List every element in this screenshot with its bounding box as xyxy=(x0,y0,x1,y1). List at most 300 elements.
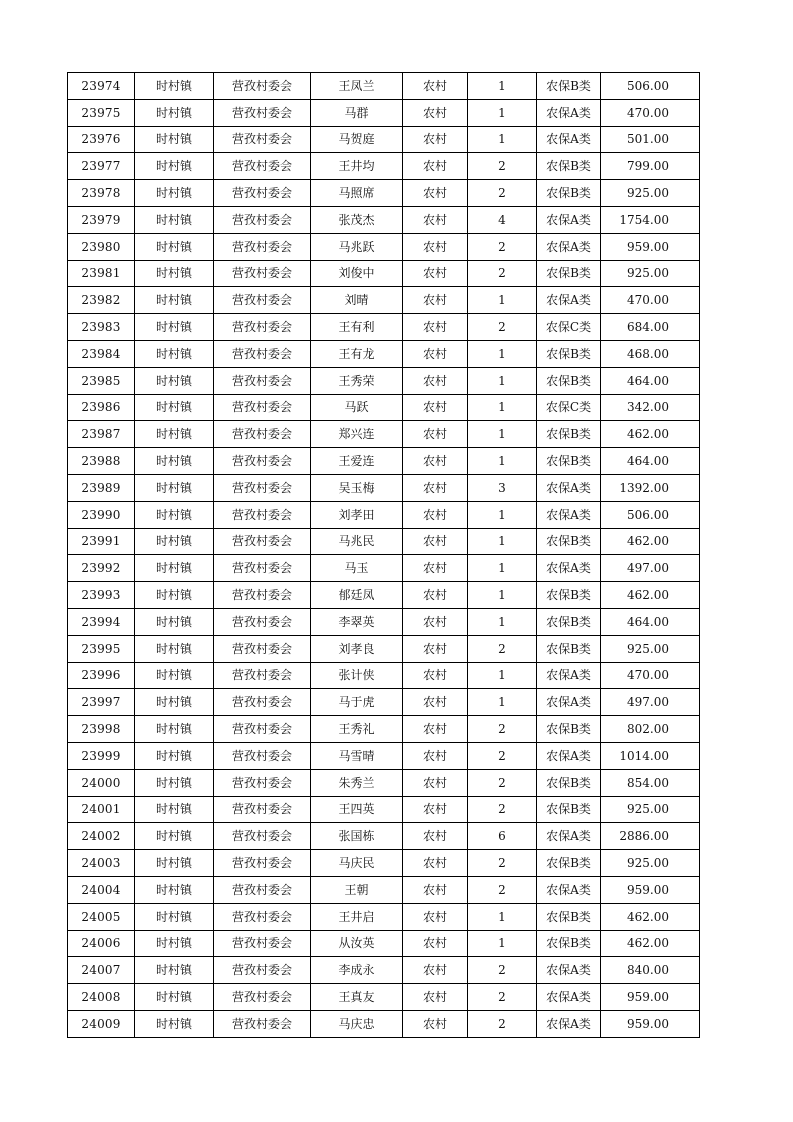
insurance-category-cell: 农保A类 xyxy=(537,287,601,314)
table-row xyxy=(68,742,700,769)
name-cell: 张计侠 xyxy=(311,662,403,689)
village-committee-cell: 营孜村委会 xyxy=(214,180,311,207)
household-type-cell: 农村 xyxy=(403,126,468,153)
village-committee-cell: 营孜村委会 xyxy=(214,876,311,903)
insurance-category-cell: 农保B类 xyxy=(537,528,601,555)
record-id-cell: 23996 xyxy=(68,662,135,689)
amount-cell: 462.00 xyxy=(601,930,700,957)
name-cell: 马庆忠 xyxy=(311,1010,403,1037)
township-cell: 时村镇 xyxy=(135,394,214,421)
village-committee-cell: 营孜村委会 xyxy=(214,796,311,823)
member-count-cell: 6 xyxy=(468,823,537,850)
record-id-cell: 23978 xyxy=(68,180,135,207)
household-type-cell: 农村 xyxy=(403,689,468,716)
record-id-cell: 23984 xyxy=(68,340,135,367)
record-id-cell: 23976 xyxy=(68,126,135,153)
record-id-cell: 23977 xyxy=(68,153,135,180)
amount-cell: 925.00 xyxy=(601,260,700,287)
table-row xyxy=(68,474,700,501)
member-count-cell: 2 xyxy=(468,769,537,796)
township-cell: 时村镇 xyxy=(135,582,214,609)
table-row xyxy=(68,287,700,314)
record-id-cell: 23974 xyxy=(68,73,135,100)
name-cell: 马雪晴 xyxy=(311,742,403,769)
member-count-cell: 1 xyxy=(468,126,537,153)
insurance-category-cell: 农保B类 xyxy=(537,260,601,287)
table-row xyxy=(68,984,700,1011)
member-count-cell: 1 xyxy=(468,662,537,689)
village-committee-cell: 营孜村委会 xyxy=(214,287,311,314)
amount-cell: 497.00 xyxy=(601,689,700,716)
name-cell: 马贺庭 xyxy=(311,126,403,153)
village-committee-cell: 营孜村委会 xyxy=(214,394,311,421)
record-id-cell: 24006 xyxy=(68,930,135,957)
name-cell: 刘孝良 xyxy=(311,635,403,662)
table-row xyxy=(68,876,700,903)
table-row xyxy=(68,206,700,233)
member-count-cell: 1 xyxy=(468,287,537,314)
member-count-cell: 1 xyxy=(468,73,537,100)
township-cell: 时村镇 xyxy=(135,73,214,100)
name-cell: 李成永 xyxy=(311,957,403,984)
name-cell: 刘晴 xyxy=(311,287,403,314)
township-cell: 时村镇 xyxy=(135,528,214,555)
name-cell: 马玉 xyxy=(311,555,403,582)
record-id-cell: 23981 xyxy=(68,260,135,287)
household-type-cell: 农村 xyxy=(403,233,468,260)
member-count-cell: 2 xyxy=(468,153,537,180)
household-type-cell: 农村 xyxy=(403,1010,468,1037)
household-type-cell: 农村 xyxy=(403,394,468,421)
table-row xyxy=(68,260,700,287)
table-row xyxy=(68,180,700,207)
table-row xyxy=(68,340,700,367)
township-cell: 时村镇 xyxy=(135,876,214,903)
member-count-cell: 1 xyxy=(468,528,537,555)
insurance-category-cell: 农保B类 xyxy=(537,582,601,609)
table-row xyxy=(68,1010,700,1037)
township-cell: 时村镇 xyxy=(135,662,214,689)
insurance-category-cell: 农保A类 xyxy=(537,233,601,260)
insurance-category-cell: 农保B类 xyxy=(537,367,601,394)
amount-cell: 1014.00 xyxy=(601,742,700,769)
record-id-cell: 23986 xyxy=(68,394,135,421)
table-row xyxy=(68,73,700,100)
name-cell: 王井均 xyxy=(311,153,403,180)
table-row xyxy=(68,957,700,984)
household-type-cell: 农村 xyxy=(403,876,468,903)
amount-cell: 925.00 xyxy=(601,796,700,823)
table-row xyxy=(68,716,700,743)
record-id-cell: 24001 xyxy=(68,796,135,823)
amount-cell: 462.00 xyxy=(601,582,700,609)
record-id-cell: 23999 xyxy=(68,742,135,769)
village-committee-cell: 营孜村委会 xyxy=(214,716,311,743)
village-committee-cell: 营孜村委会 xyxy=(214,662,311,689)
village-committee-cell: 营孜村委会 xyxy=(214,73,311,100)
table-row xyxy=(68,903,700,930)
member-count-cell: 2 xyxy=(468,635,537,662)
amount-cell: 959.00 xyxy=(601,1010,700,1037)
name-cell: 马群 xyxy=(311,99,403,126)
table-row xyxy=(68,153,700,180)
village-committee-cell: 营孜村委会 xyxy=(214,555,311,582)
table-row xyxy=(68,528,700,555)
township-cell: 时村镇 xyxy=(135,984,214,1011)
township-cell: 时村镇 xyxy=(135,555,214,582)
village-committee-cell: 营孜村委会 xyxy=(214,608,311,635)
township-cell: 时村镇 xyxy=(135,99,214,126)
household-type-cell: 农村 xyxy=(403,448,468,475)
township-cell: 时村镇 xyxy=(135,769,214,796)
township-cell: 时村镇 xyxy=(135,823,214,850)
township-cell: 时村镇 xyxy=(135,930,214,957)
household-type-cell: 农村 xyxy=(403,287,468,314)
insurance-category-cell: 农保B类 xyxy=(537,421,601,448)
name-cell: 马兆跃 xyxy=(311,233,403,260)
insurance-category-cell: 农保A类 xyxy=(537,555,601,582)
insurance-category-cell: 农保A类 xyxy=(537,501,601,528)
household-type-cell: 农村 xyxy=(403,930,468,957)
table-row xyxy=(68,930,700,957)
amount-cell: 506.00 xyxy=(601,73,700,100)
record-id-cell: 23975 xyxy=(68,99,135,126)
record-id-cell: 24005 xyxy=(68,903,135,930)
household-type-cell: 农村 xyxy=(403,984,468,1011)
record-id-cell: 23980 xyxy=(68,233,135,260)
name-cell: 张国栋 xyxy=(311,823,403,850)
amount-cell: 497.00 xyxy=(601,555,700,582)
household-type-cell: 农村 xyxy=(403,367,468,394)
household-type-cell: 农村 xyxy=(403,340,468,367)
record-id-cell: 24002 xyxy=(68,823,135,850)
member-count-cell: 1 xyxy=(468,930,537,957)
village-committee-cell: 营孜村委会 xyxy=(214,421,311,448)
record-id-cell: 24009 xyxy=(68,1010,135,1037)
name-cell: 马兆民 xyxy=(311,528,403,555)
member-count-cell: 2 xyxy=(468,850,537,877)
name-cell: 郑兴连 xyxy=(311,421,403,448)
name-cell: 王朝 xyxy=(311,876,403,903)
name-cell: 吴玉梅 xyxy=(311,474,403,501)
table-row xyxy=(68,608,700,635)
village-committee-cell: 营孜村委会 xyxy=(214,823,311,850)
name-cell: 王爱连 xyxy=(311,448,403,475)
amount-cell: 925.00 xyxy=(601,635,700,662)
township-cell: 时村镇 xyxy=(135,448,214,475)
township-cell: 时村镇 xyxy=(135,314,214,341)
household-type-cell: 农村 xyxy=(403,850,468,877)
village-committee-cell: 营孜村委会 xyxy=(214,340,311,367)
table-row xyxy=(68,99,700,126)
table-row xyxy=(68,314,700,341)
record-id-cell: 24000 xyxy=(68,769,135,796)
member-count-cell: 2 xyxy=(468,716,537,743)
township-cell: 时村镇 xyxy=(135,903,214,930)
member-count-cell: 1 xyxy=(468,340,537,367)
member-count-cell: 1 xyxy=(468,608,537,635)
table-row xyxy=(68,635,700,662)
township-cell: 时村镇 xyxy=(135,206,214,233)
member-count-cell: 2 xyxy=(468,260,537,287)
record-id-cell: 24007 xyxy=(68,957,135,984)
household-type-cell: 农村 xyxy=(403,662,468,689)
household-type-cell: 农村 xyxy=(403,957,468,984)
household-type-cell: 农村 xyxy=(403,582,468,609)
name-cell: 马庆民 xyxy=(311,850,403,877)
township-cell: 时村镇 xyxy=(135,421,214,448)
village-committee-cell: 营孜村委会 xyxy=(214,153,311,180)
amount-cell: 959.00 xyxy=(601,876,700,903)
insurance-category-cell: 农保A类 xyxy=(537,957,601,984)
member-count-cell: 1 xyxy=(468,99,537,126)
member-count-cell: 1 xyxy=(468,448,537,475)
household-type-cell: 农村 xyxy=(403,501,468,528)
township-cell: 时村镇 xyxy=(135,1010,214,1037)
township-cell: 时村镇 xyxy=(135,608,214,635)
township-cell: 时村镇 xyxy=(135,260,214,287)
amount-cell: 2886.00 xyxy=(601,823,700,850)
record-id-cell: 23988 xyxy=(68,448,135,475)
amount-cell: 959.00 xyxy=(601,233,700,260)
insurance-category-cell: 农保A类 xyxy=(537,126,601,153)
household-type-cell: 农村 xyxy=(403,796,468,823)
record-id-cell: 23998 xyxy=(68,716,135,743)
township-cell: 时村镇 xyxy=(135,716,214,743)
amount-cell: 925.00 xyxy=(601,850,700,877)
member-count-cell: 1 xyxy=(468,582,537,609)
name-cell: 从汝英 xyxy=(311,930,403,957)
member-count-cell: 2 xyxy=(468,180,537,207)
table-row xyxy=(68,823,700,850)
insurance-category-cell: 农保B类 xyxy=(537,153,601,180)
household-type-cell: 农村 xyxy=(403,99,468,126)
household-type-cell: 农村 xyxy=(403,903,468,930)
amount-cell: 468.00 xyxy=(601,340,700,367)
record-id-cell: 23990 xyxy=(68,501,135,528)
amount-cell: 506.00 xyxy=(601,501,700,528)
amount-cell: 462.00 xyxy=(601,903,700,930)
household-type-cell: 农村 xyxy=(403,73,468,100)
name-cell: 王凤兰 xyxy=(311,73,403,100)
village-committee-cell: 营孜村委会 xyxy=(214,474,311,501)
amount-cell: 684.00 xyxy=(601,314,700,341)
village-committee-cell: 营孜村委会 xyxy=(214,233,311,260)
insurance-category-cell: 农保B类 xyxy=(537,340,601,367)
township-cell: 时村镇 xyxy=(135,796,214,823)
record-id-cell: 23983 xyxy=(68,314,135,341)
household-type-cell: 农村 xyxy=(403,555,468,582)
table-body xyxy=(68,73,700,1038)
name-cell: 王四英 xyxy=(311,796,403,823)
table-row xyxy=(68,126,700,153)
household-type-cell: 农村 xyxy=(403,635,468,662)
household-type-cell: 农村 xyxy=(403,716,468,743)
village-committee-cell: 营孜村委会 xyxy=(214,1010,311,1037)
record-id-cell: 23994 xyxy=(68,608,135,635)
insurance-category-cell: 农保A类 xyxy=(537,876,601,903)
township-cell: 时村镇 xyxy=(135,850,214,877)
insurance-category-cell: 农保A类 xyxy=(537,984,601,1011)
name-cell: 王秀礼 xyxy=(311,716,403,743)
township-cell: 时村镇 xyxy=(135,501,214,528)
table-row xyxy=(68,448,700,475)
amount-cell: 464.00 xyxy=(601,367,700,394)
member-count-cell: 2 xyxy=(468,876,537,903)
household-type-cell: 农村 xyxy=(403,769,468,796)
amount-cell: 802.00 xyxy=(601,716,700,743)
township-cell: 时村镇 xyxy=(135,689,214,716)
household-type-cell: 农村 xyxy=(403,180,468,207)
table-row xyxy=(68,689,700,716)
village-committee-cell: 营孜村委会 xyxy=(214,367,311,394)
insurance-category-cell: 农保B类 xyxy=(537,716,601,743)
name-cell: 张茂杰 xyxy=(311,206,403,233)
name-cell: 王有龙 xyxy=(311,340,403,367)
member-count-cell: 2 xyxy=(468,796,537,823)
village-committee-cell: 营孜村委会 xyxy=(214,984,311,1011)
amount-cell: 470.00 xyxy=(601,99,700,126)
member-count-cell: 1 xyxy=(468,689,537,716)
table-row xyxy=(68,233,700,260)
record-id-cell: 24003 xyxy=(68,850,135,877)
insurance-category-cell: 农保B类 xyxy=(537,448,601,475)
amount-cell: 854.00 xyxy=(601,769,700,796)
amount-cell: 840.00 xyxy=(601,957,700,984)
relief-roster-table xyxy=(67,72,700,1038)
township-cell: 时村镇 xyxy=(135,340,214,367)
name-cell: 朱秀兰 xyxy=(311,769,403,796)
insurance-category-cell: 农保B类 xyxy=(537,635,601,662)
village-committee-cell: 营孜村委会 xyxy=(214,99,311,126)
member-count-cell: 1 xyxy=(468,903,537,930)
member-count-cell: 1 xyxy=(468,394,537,421)
insurance-category-cell: 农保B类 xyxy=(537,73,601,100)
amount-cell: 1392.00 xyxy=(601,474,700,501)
name-cell: 刘孝田 xyxy=(311,501,403,528)
village-committee-cell: 营孜村委会 xyxy=(214,260,311,287)
name-cell: 李翠英 xyxy=(311,608,403,635)
village-committee-cell: 营孜村委会 xyxy=(214,689,311,716)
household-type-cell: 农村 xyxy=(403,742,468,769)
table-row xyxy=(68,769,700,796)
household-type-cell: 农村 xyxy=(403,314,468,341)
village-committee-cell: 营孜村委会 xyxy=(214,126,311,153)
record-id-cell: 23989 xyxy=(68,474,135,501)
name-cell: 王真友 xyxy=(311,984,403,1011)
record-id-cell: 23985 xyxy=(68,367,135,394)
village-committee-cell: 营孜村委会 xyxy=(214,850,311,877)
member-count-cell: 1 xyxy=(468,421,537,448)
amount-cell: 464.00 xyxy=(601,608,700,635)
insurance-category-cell: 农保A类 xyxy=(537,689,601,716)
record-id-cell: 23979 xyxy=(68,206,135,233)
village-committee-cell: 营孜村委会 xyxy=(214,769,311,796)
insurance-category-cell: 农保B类 xyxy=(537,796,601,823)
record-id-cell: 23987 xyxy=(68,421,135,448)
insurance-category-cell: 农保B类 xyxy=(537,903,601,930)
name-cell: 马于虎 xyxy=(311,689,403,716)
township-cell: 时村镇 xyxy=(135,153,214,180)
amount-cell: 342.00 xyxy=(601,394,700,421)
household-type-cell: 农村 xyxy=(403,528,468,555)
village-committee-cell: 营孜村委会 xyxy=(214,957,311,984)
record-id-cell: 23992 xyxy=(68,555,135,582)
name-cell: 王有利 xyxy=(311,314,403,341)
record-id-cell: 23993 xyxy=(68,582,135,609)
township-cell: 时村镇 xyxy=(135,635,214,662)
insurance-category-cell: 农保A类 xyxy=(537,474,601,501)
insurance-category-cell: 农保B类 xyxy=(537,769,601,796)
member-count-cell: 1 xyxy=(468,367,537,394)
insurance-category-cell: 农保A类 xyxy=(537,823,601,850)
name-cell: 王井启 xyxy=(311,903,403,930)
household-type-cell: 农村 xyxy=(403,608,468,635)
insurance-category-cell: 农保A类 xyxy=(537,662,601,689)
insurance-category-cell: 农保A类 xyxy=(537,99,601,126)
name-cell: 马跃 xyxy=(311,394,403,421)
name-cell: 王秀荣 xyxy=(311,367,403,394)
township-cell: 时村镇 xyxy=(135,180,214,207)
village-committee-cell: 营孜村委会 xyxy=(214,582,311,609)
village-committee-cell: 营孜村委会 xyxy=(214,448,311,475)
township-cell: 时村镇 xyxy=(135,287,214,314)
name-cell: 郁廷凤 xyxy=(311,582,403,609)
record-id-cell: 23997 xyxy=(68,689,135,716)
table-row xyxy=(68,501,700,528)
township-cell: 时村镇 xyxy=(135,367,214,394)
amount-cell: 501.00 xyxy=(601,126,700,153)
township-cell: 时村镇 xyxy=(135,474,214,501)
insurance-category-cell: 农保B类 xyxy=(537,180,601,207)
village-committee-cell: 营孜村委会 xyxy=(214,206,311,233)
village-committee-cell: 营孜村委会 xyxy=(214,314,311,341)
village-committee-cell: 营孜村委会 xyxy=(214,501,311,528)
member-count-cell: 2 xyxy=(468,957,537,984)
amount-cell: 470.00 xyxy=(601,287,700,314)
member-count-cell: 1 xyxy=(468,501,537,528)
amount-cell: 1754.00 xyxy=(601,206,700,233)
table-row xyxy=(68,555,700,582)
village-committee-cell: 营孜村委会 xyxy=(214,930,311,957)
insurance-category-cell: 农保B类 xyxy=(537,850,601,877)
insurance-category-cell: 农保A类 xyxy=(537,206,601,233)
record-id-cell: 23991 xyxy=(68,528,135,555)
amount-cell: 925.00 xyxy=(601,180,700,207)
insurance-category-cell: 农保B类 xyxy=(537,608,601,635)
table-row xyxy=(68,850,700,877)
record-id-cell: 23995 xyxy=(68,635,135,662)
township-cell: 时村镇 xyxy=(135,233,214,260)
household-type-cell: 农村 xyxy=(403,153,468,180)
member-count-cell: 2 xyxy=(468,314,537,341)
table-row xyxy=(68,796,700,823)
record-id-cell: 24008 xyxy=(68,984,135,1011)
insurance-category-cell: 农保C类 xyxy=(537,394,601,421)
insurance-category-cell: 农保A类 xyxy=(537,1010,601,1037)
member-count-cell: 4 xyxy=(468,206,537,233)
household-type-cell: 农村 xyxy=(403,474,468,501)
amount-cell: 959.00 xyxy=(601,984,700,1011)
village-committee-cell: 营孜村委会 xyxy=(214,742,311,769)
amount-cell: 470.00 xyxy=(601,662,700,689)
township-cell: 时村镇 xyxy=(135,742,214,769)
village-committee-cell: 营孜村委会 xyxy=(214,903,311,930)
amount-cell: 462.00 xyxy=(601,421,700,448)
insurance-category-cell: 农保A类 xyxy=(537,742,601,769)
township-cell: 时村镇 xyxy=(135,126,214,153)
insurance-category-cell: 农保B类 xyxy=(537,930,601,957)
